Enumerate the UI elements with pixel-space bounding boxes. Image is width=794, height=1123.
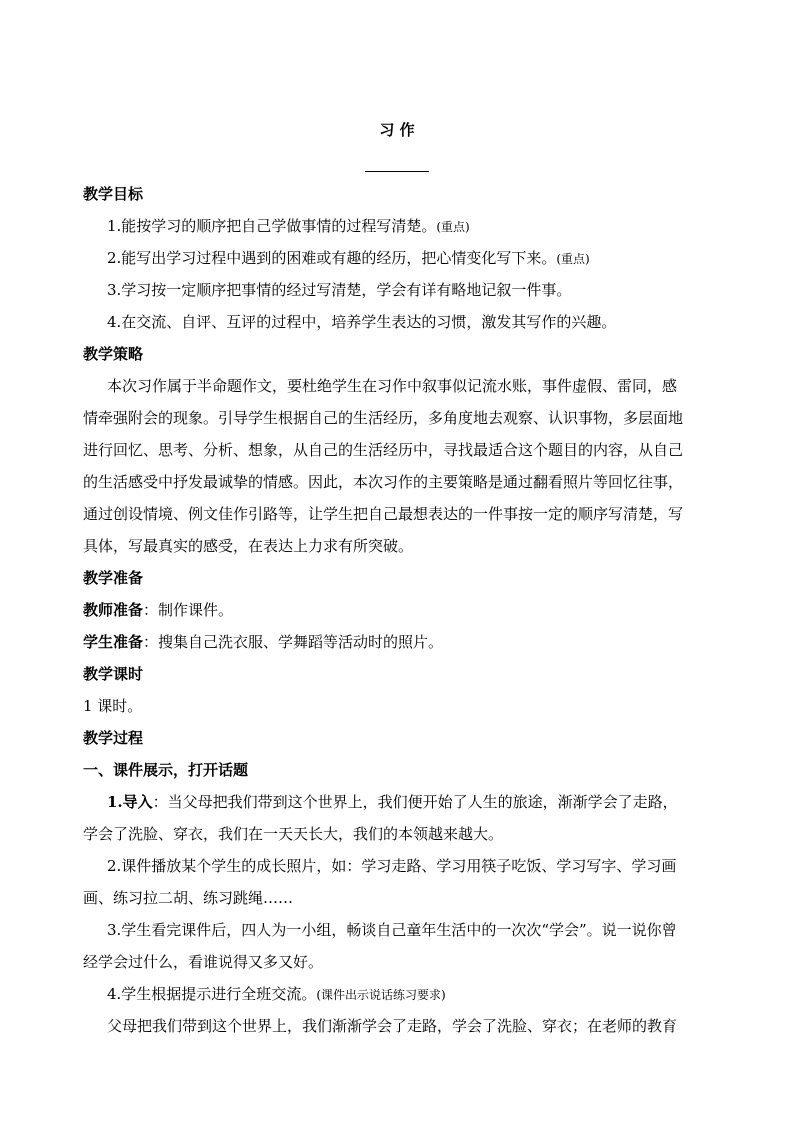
strategy-line: 通过创设情境、例文佳作引路等，让学生把自己最想表达的一件事按一定的顺序写清楚，写 [83, 505, 684, 523]
p4-note: (课件出示说话练习要求) [316, 988, 446, 1002]
fill-blank [365, 155, 429, 172]
goal-note: (重点) [436, 220, 470, 234]
process-heading: 教学过程 [83, 729, 144, 747]
teacher-prep-label: 教师准备 [83, 601, 144, 619]
goal-note: (重点) [556, 252, 590, 266]
goals-heading: 教学目标 [83, 185, 144, 203]
page-subtitle [0, 152, 794, 172]
student-prep [83, 632, 695, 652]
process-line: 父母把我们带到这个世界上，我们渐渐学会了走路，学会了洗脸、穿衣；在老师的教育 [107, 1017, 678, 1035]
teacher-prep [83, 600, 695, 620]
teacher-prep-text: ：制作课件。 [143, 601, 234, 619]
goal-item [107, 280, 719, 300]
strategy-line: 具体，写最真实的感受，在表达上力求有所突破。 [83, 537, 414, 555]
page-title: 习 作 [379, 121, 415, 139]
intro-text: ：当父母把我们带到这个世界上，我们便开始了人生的旅途，渐渐学会了走路， [152, 793, 678, 811]
process-paragraph [107, 792, 719, 812]
prep-heading: 教学准备 [83, 569, 144, 587]
goal-item [107, 216, 719, 237]
strategy-line: 本次习作属于半命题作文，要杜绝学生在习作中叙事似记流水账，事件虚假、雷同，感 [107, 377, 678, 395]
strategy-heading: 教学策略 [83, 345, 144, 363]
goal-text: 3.学习按一定顺序把事情的经过写清楚，学会有详有略地记叙一件事。 [107, 281, 572, 299]
goal-item [107, 248, 719, 269]
process-line: 3.学生看完课件后，四人为一小组，畅谈自己童年生活中的一次次“学会”。说一说你曾 [107, 921, 677, 939]
process-line: 学会了洗脸、穿衣，我们在一天天长大，我们的本领越来越大。 [83, 825, 504, 843]
goal-item [107, 312, 719, 332]
strategy-line: 的生活感受中抒发最诚挚的情感。因此，本次习作的主要策略是通过翻看照片等回忆往事， [83, 473, 684, 491]
hours-heading: 教学课时 [83, 665, 144, 683]
process-line: 经学会过什么，看谁说得又多又好。 [83, 953, 324, 971]
student-prep-label: 学生准备 [83, 633, 144, 651]
strategy-line: 情牵强附会的现象。引导学生根据自己的生活经历，多角度地去观察、认识事物，多层面地 [83, 409, 684, 427]
student-prep-text: ：搜集自己洗衣服、学舞蹈等活动时的照片。 [143, 633, 444, 651]
part1-heading: 一、课件展示，打开话题 [83, 761, 249, 779]
hours-text: 1 课时。 [83, 697, 143, 715]
process-line: 画、练习拉二胡、练习跳绳…… [83, 889, 294, 907]
p4-text: 4.学生根据提示进行全班交流。 [107, 985, 317, 1003]
strategy-line: 进行回忆、思考、分析、想象，从自己的生活经历中，寻找最适合这个题目的内容，从自己 [83, 441, 684, 459]
goal-text: 4.在交流、自评、互评的过程中，培养学生表达的习惯，激发其写作的兴趣。 [107, 313, 617, 331]
goal-text: 1.能按学习的顺序把自己学做事情的过程写清楚。 [107, 217, 437, 235]
intro-label: 1.导入 [107, 793, 153, 811]
goal-text: 2.能写出学习过程中遇到的困难或有趣的经历，把心情变化写下来。 [107, 249, 557, 267]
process-paragraph [107, 984, 719, 1005]
process-line: 2.课件播放某个学生的成长照片，如：学习走路、学习用筷子吃饭、学习写字、学习画 [107, 857, 677, 875]
